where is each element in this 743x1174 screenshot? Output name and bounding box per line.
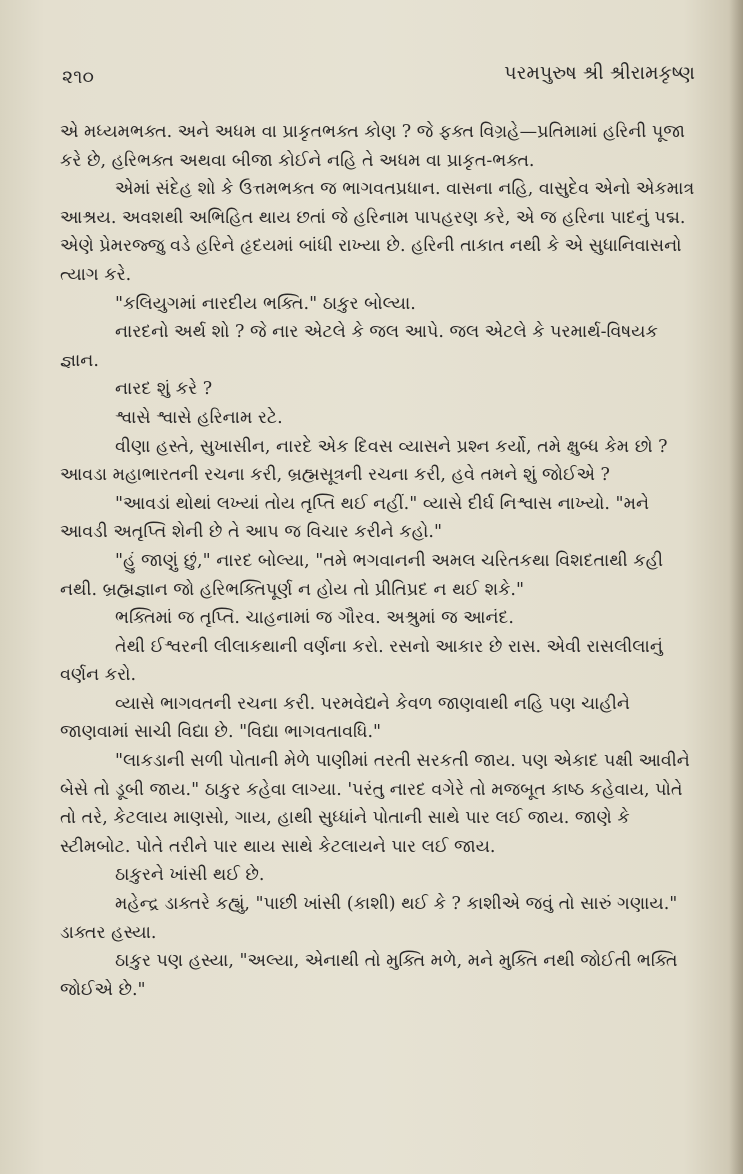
paragraph: એ મધ્યમભક્ત. અને અધમ વા પ્રાકૃતભક્ત કોણ ? જે ફક્ત વિગ્રહે—પ્રતિમામાં હરિની પૂજા કરે છે, હરિભક્ત અથવા બીજા કોઈને નહિ તે અધમ વા પ્રાકૃત-ભક્ત. (60, 122, 685, 171)
paragraph: "લાકડાની સળી પોતાની મેળે પાણીમાં તરતી સરકતી જાય. પણ એકાદ પક્ષી આવીને બેસે તો ડૂબી જાય." ઠાકુર કહેવા લાગ્યા. 'પરંતુ નારદ વગેરે તો મજબૂત કાષ્ઠ કહેવાય, પોતે તો તરે, કેટલાય માણસો, ગાય, હાથી સુધ્ધાંને પોતાની સાથે પાર લઈ જાય. જાણે કે સ્ટીમબોટ. પોતે તરીને પાર થાય સાથે કેટલાયને પાર લઈ જાય. (60, 751, 690, 857)
paragraph: વ્યાસે ભાગવતની રચના કરી. પરમવેદ્યને કેવળ જાણવાથી નહિ પણ ચાહીને જાણવામાં સાચી વિદ્યા છે. "વિદ્યા ભાગવતાવધિ." (60, 693, 630, 743)
paragraph: "આવડાં થોથાં લખ્યાં તોય તૃપ્તિ થઈ નહીં." વ્યાસે દીર્ઘ નિશ્વાસ નાખ્યો. "મને આવડી અતૃપ્તિ શેની છે તે આપ જ વિચાર કરીને કહો." (60, 493, 649, 543)
paragraph: "હું જાણું છું," નારદ બોલ્યા, "તમે ભગવાનની અમલ ચરિતકથા વિશદતાથી કહી નથી. બ્રહ્મજ્ઞાન જો હરિભક્તિપૂર્ણ ન હોય તો પ્રીતિપ્રદ ન થઈ શકે." (60, 550, 664, 600)
paragraph: શ્વાસે શ્વાસે હરિનામ રટે. (115, 407, 283, 428)
page-edge-shadow (729, 0, 743, 1174)
paragraph: નારદનો અર્થ શો ? જે નાર એટલે કે જલ આપે. જલ એટલે કે પરમાર્થ-વિષયક જ્ઞાન. (60, 322, 658, 371)
paragraph: "કલિયુગમાં નારદીય ભક્તિ." ઠાકુર બોલ્યા. (115, 293, 416, 314)
paragraph: ભક્તિમાં જ તૃપ્તિ. ચાહનામાં જ ગૌરવ. અશ્રુમાં જ આનંદ. (115, 608, 514, 629)
page-number: ૨૧૦ (62, 66, 94, 88)
paragraph: ઠાકુરને ખાંસી થઈ છે. (115, 865, 265, 886)
page-body (60, 118, 697, 1004)
paragraph: મહેન્દ્ર ડાક્તરે કહ્યું, "પાછી ખાંસી (કાશી) થઈ કે ? કાશીએ જવું તો સારું ગણાય." ડાક્તર હસ્યા. (60, 894, 678, 943)
paragraph: એમાં સંદેહ શો કે ઉત્તમભક્ત જ ભાગવતપ્રધાન. વાસના નહિ, વાસુદેવ એનો એકમાત્ર આશ્રય. અવશથી અભિહિત થાય છતાં જે હરિનામ પાપહરણ કરે, એ જ હરિના પાદનું પદ્મ. એણે પ્રેમરજ્જુ વડે હરિને હૃદયમાં બાંધી રાખ્યા છે. હરિની તાકાત નથી કે એ સુધાનિવાસનો ત્યાગ કરે. (60, 179, 695, 285)
paragraph: ઠાકુર પણ હસ્યા, "અલ્યા, એનાથી તો મુક્તિ મળે, મને મુક્તિ નથી જોઈતી ભક્તિ જોઈએ છે." (60, 951, 678, 1000)
paragraph: તેથી ઈશ્વરની લીલાકથાની વર્ણના કરો. રસનો આકાર છે રાસ. એવી રાસલીલાનું વર્ણન કરો. (60, 636, 663, 686)
paragraph: વીણા હસ્તે, સુખાસીન, નારદે એક દિવસ વ્યાસને પ્રશ્ન કર્યો, તમે ક્ષુબ્ધ કેમ છો ? આવડા મહાભારતની રચના કરી, બ્રહ્મસૂત્રની રચના કરી, હવે તમને શું જોઈએ ? (60, 436, 668, 486)
running-title: પરમપુરુષ શ્રી શ્રીરામકૃષ્ણ (504, 62, 695, 84)
paragraph: નારદ શું કરે ? (115, 379, 213, 400)
page-header (62, 62, 695, 92)
